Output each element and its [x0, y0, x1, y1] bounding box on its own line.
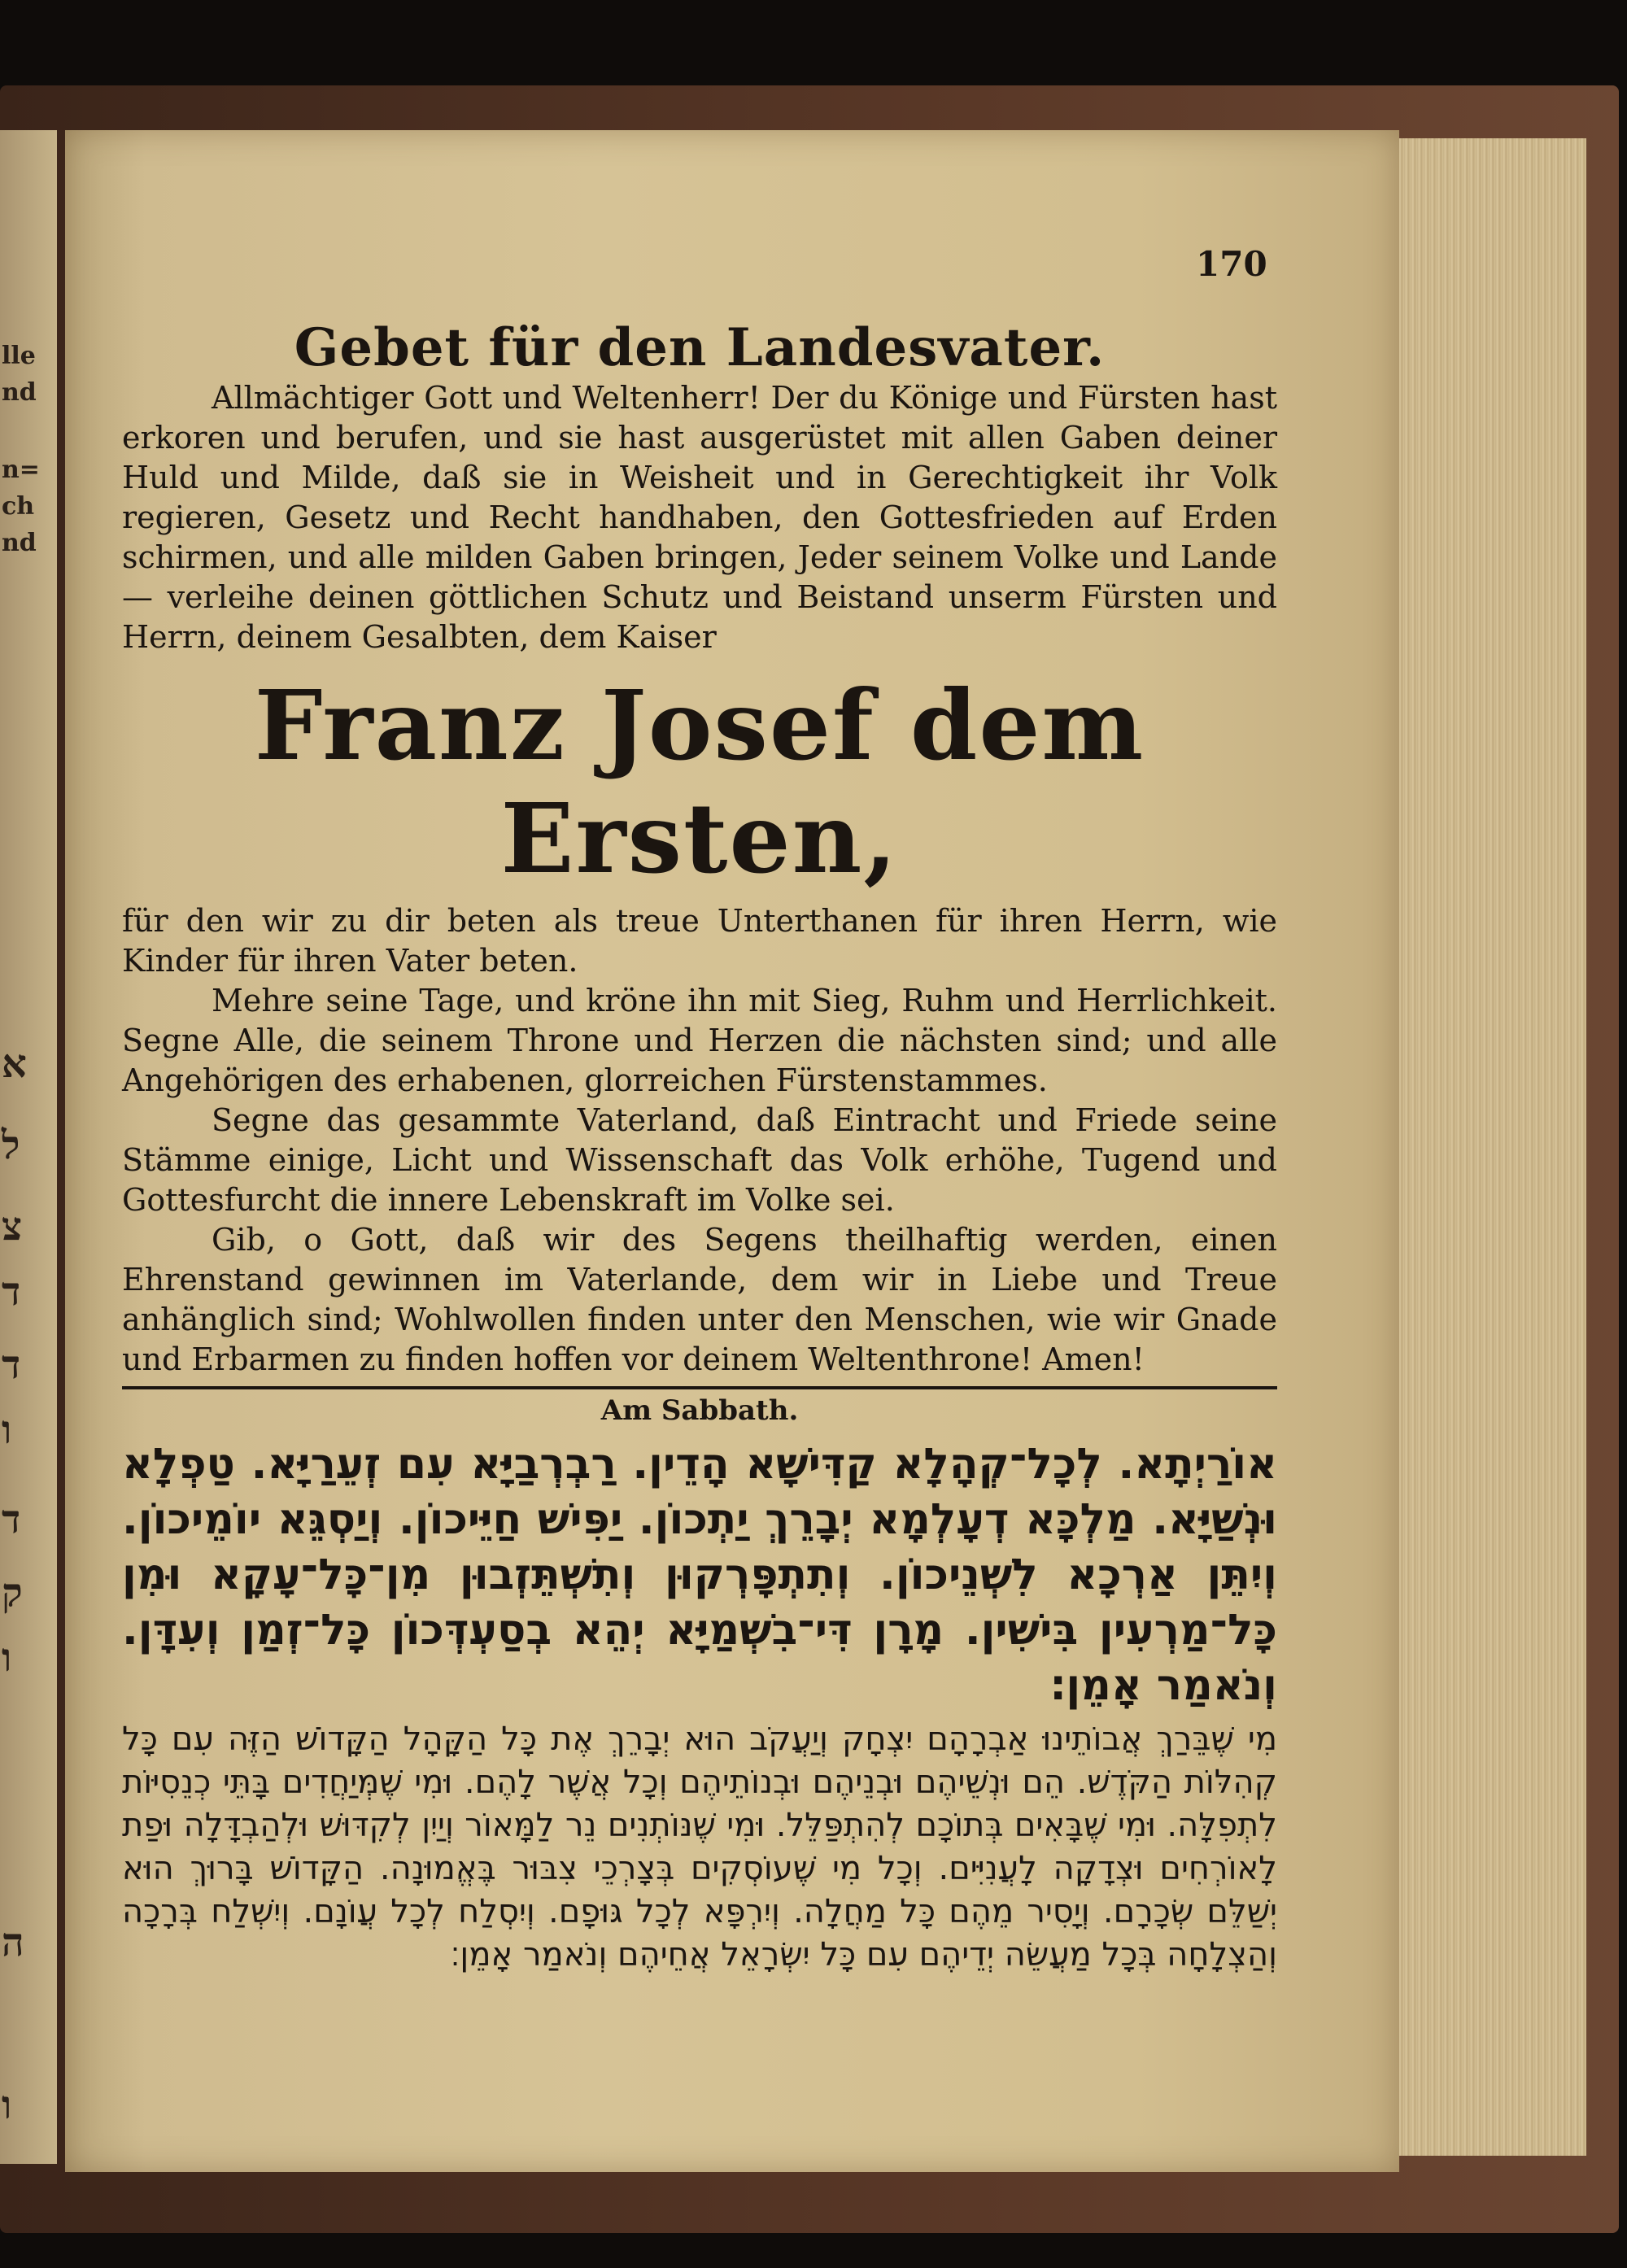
margin-fragment: ד [2, 1342, 21, 1388]
margin-fragment: א [2, 1041, 27, 1087]
paragraph-fatherland: Segne das gesammte Vaterland, daß Eintracht und Friede seine Stämme einige, Licht und Wissenschaft das Volk erhöhe, Tugend und Gottesfurcht die innere Lebenskraft im Volke sei. [122, 1102, 1277, 1218]
paragraph-invocation: Allmächtiger Gott und Weltenherr! Der du Könige und Fürsten hast erkoren und berufen, und sie hast ausgerüstet mit allen Gaben deiner Huld und Milde, daß sie in Weisheit und in Gerechtigkeit ihr Volk regieren, Gesetz und Recht handhaben, den Gottesfrieden auf Erden schirmen, und alle milden Gaben bringen, Jeder seinem Volke und Lande — verleihe deinen göttlichen Schutz und Beistand unserm Fürsten und Herrn, deinem Gesalbten, dem Kaiser [122, 380, 1277, 655]
margin-fragment: lle [2, 342, 36, 370]
facing-page-edge [0, 130, 57, 2164]
prayer-title: Gebet für den Landesvater. [294, 317, 1106, 378]
margin-fragment: ל [2, 1123, 20, 1168]
page-fore-edge [1391, 138, 1586, 2156]
emperor-name: Franz Josef dem Ersten, [254, 669, 1145, 895]
margin-fragment: ד [2, 1269, 21, 1315]
margin-fragment: n= [2, 456, 40, 484]
paragraph-blessing: Gib, o Gott, daß wir des Segens theilhaftig werden, einen Ehrenstand gewinnen im Vaterlande, dem wir in Liebe und Treue anhänglich sind; Wohlwollen finden unter den Menschen, wie wir Gnade und Erbarmen zu finden hoffen vor deinem Weltenthrone! Amen! [122, 1222, 1277, 1377]
margin-fragment: ה [2, 1920, 24, 1965]
margin-fragment: ch [2, 492, 35, 521]
margin-fragment: nd [2, 378, 37, 407]
hebrew-mi-sheberach: מִי שֶׁבֵּרַךְ אֲבוֹתֵינוּ אַבְרָהָם יִצְחָק וְיַעֲקֹב הוּא יְבָרֵךְ אֶת כָּל הַקָּהָל הַקָּדוֹשׁ הַזֶּה עִם כָּל קְהִלּוֹת הַקֹּדֶשׁ. הֵם וּנְשֵׁיהֶם וּבְנֵיהֶם וּבְנוֹתֵיהֶם וְכָל אֲשֶׁר לָהֶם. וּמִי שֶׁמְּיַחֲדִים בָּתֵּי כְנֵסִיּוֹת לִתְפִלָּה. וּמִי שֶׁבָּאִים בְּתוֹכָם לְהִתְפַּלֵּל. וּמִי שֶׁנּוֹתְנִים נֵר לַמָּאוֹר וְיַיִן לְקִדּוּשׁ וּלְהַבְדָּלָה וּפַת לָאוֹרְחִים וּצְדָקָה לָעֲנִיִּים. וְכָל מִי שֶׁעוֹסְקִים בְּצָרְכֵי צִבּוּר בֶּאֱמוּנָה. הַקָּדוֹשׁ בָּרוּךְ הוּא יְשַׁלֵּם שְׂכָרָם. וְיָסִיר מֵהֶם כָּל מַחֲלָה. וְיִרְפָּא לְכָל גּוּפָם. וְיִסְלַח לְכָל עֲוֹנָם. וְיִשְׁלַח בְּרָכָה וְהַצְלָחָה בְּכָל מַעֲשֵׂה יְדֵיהֶם עִם כָּל יִשְׂרָאֵל אֲחֵיהֶם וְנֹאמַר אָמֵן׃ [122, 1721, 1277, 1974]
section-heading: Am Sabbath. [600, 1394, 799, 1427]
section-divider [122, 1386, 1277, 1389]
margin-fragment: ק [2, 1570, 23, 1616]
margin-fragment: ו [2, 2083, 12, 2128]
page-number: 170 [1196, 244, 1267, 284]
paragraph-days: Mehre seine Tage, und kröne ihn mit Sieg, Ruhm und Herrlichkeit. Segne Alle, die seinem Throne und Herzen die nächsten sind; und alle Angehörigen des erhabenen, glorreichen Fürstenstammes. [122, 983, 1277, 1098]
margin-fragment: ו [2, 1635, 12, 1681]
page-content [122, 244, 1277, 1977]
hebrew-yekum-purkan: אוֹרַיְתָא. לְכָל־קְהָלָא קַדִּישָׁא הָדֵין. רַבְרְבַיָּא עִם זְעֵרַיָּא. טַפְלָא וּנְשַׁיָּא. מַלְכָּא דְעָלְמָא יְבָרֵךְ יַתְכוֹן. יַפִּישׁ חַיֵּיכוֹן. וְיַסְגֵּא יוֹמֵיכוֹן. וְיִתֵּן אַרְכָא לִשְׁנֵיכוֹן. וְתִתְפָּרְקוּן וְתִשְׁתֵּזְבוּן מִן־כָּל־עָקָא וּמִן כָּל־מַרְעִין בִּישִׁין. מָרָן דִּי־בִשְׁמַיָּא יְהֵא בְסַעְדְּכוֹן כָּל־זְמַן וְעִדָּן. וְנֹאמַר אָמֵן׃ [122, 1440, 1277, 1710]
margin-fragment: צ [2, 1204, 23, 1250]
margin-fragment: ו [2, 1407, 12, 1453]
margin-fragment: nd [2, 529, 37, 557]
paragraph-subjects: für den wir zu dir beten als treue Unterthanen für ihren Herrn, wie Kinder für ihren Vater beten. [122, 903, 1277, 979]
margin-fragment: ד [2, 1497, 21, 1542]
